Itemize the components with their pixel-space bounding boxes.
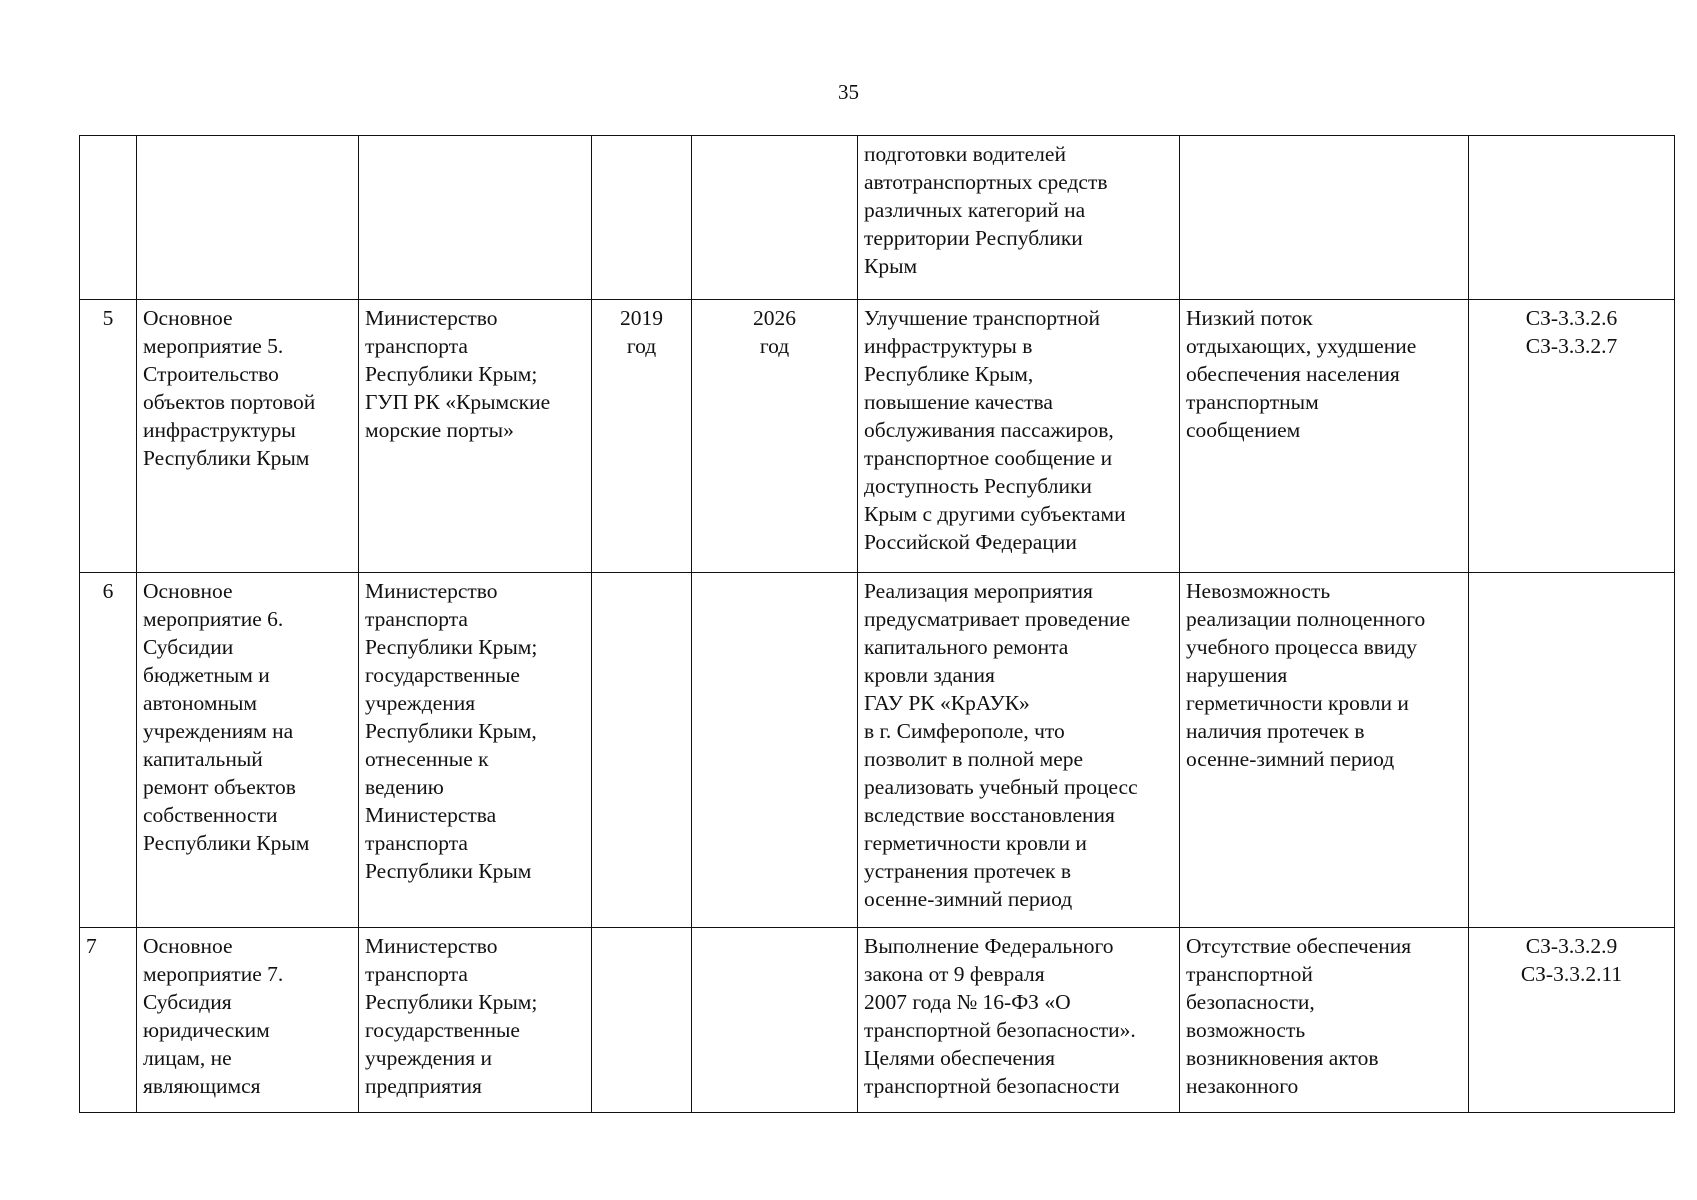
table-row xyxy=(80,300,1675,573)
row-number-cell: 6 xyxy=(80,573,137,928)
expected-result-cell: Реализация мероприятия предусматривает проведение капитального ремонта кровли здания ГАУ РК «КрАУК» в г. Симферополе, что позволит в полной мере реализовать учебный процесс вследствие восстановления герметичности кровли и устранения протечек в осенне-зимний период xyxy=(858,573,1180,928)
table-row xyxy=(80,136,1675,300)
page-number: 35 xyxy=(838,80,859,104)
indicator-code-cell: СЗ-3.3.2.9 СЗ-3.3.2.11 xyxy=(1469,928,1675,1113)
table-row xyxy=(80,928,1675,1113)
executor-cell xyxy=(359,136,592,300)
start-year-cell xyxy=(592,573,692,928)
consequences-cell: Невозможность реализации полноценного учебного процесса ввиду нарушения герметичности кровли и наличия протечек в осенне-зимний период xyxy=(1180,573,1469,928)
expected-result-cell: подготовки водителей автотранспортных средств различных категорий на территории Республики Крым xyxy=(858,136,1180,300)
event-cell: Основное мероприятие 7. Субсидия юридическим лицам, не являющимся xyxy=(137,928,359,1113)
consequences-cell: Отсутствие обеспечения транспортной безопасности, возможность возникновения актов незаконного xyxy=(1180,928,1469,1113)
row-number-cell: 5 xyxy=(80,300,137,573)
event-cell xyxy=(137,136,359,300)
row-number-cell xyxy=(80,136,137,300)
expected-result-cell: Улучшение транспортной инфраструктуры в Республике Крым, повышение качества обслуживания пассажиров, транспортное сообщение и доступность Республики Крым с другими субъектами Российской Федерации xyxy=(858,300,1180,573)
executor-cell: Министерство транспорта Республики Крым; государственные учреждения Республики Крым, отнесенные к ведению Министерства транспорта Республики Крым xyxy=(359,573,592,928)
start-year-cell xyxy=(592,136,692,300)
indicator-code-cell: СЗ-3.3.2.6 СЗ-3.3.2.7 xyxy=(1469,300,1675,573)
row-number-cell: 7 xyxy=(80,928,137,1113)
event-cell: Основное мероприятие 6. Субсидии бюджетным и автономным учреждениям на капитальный ремонт объектов собственности Республики Крым xyxy=(137,573,359,928)
event-cell: Основное мероприятие 5. Строительство объектов портовой инфраструктуры Республики Крым xyxy=(137,300,359,573)
start-year-cell: 2019 год xyxy=(592,300,692,573)
end-year-cell xyxy=(692,136,858,300)
start-year-cell xyxy=(592,928,692,1113)
expected-result-cell: Выполнение Федерального закона от 9 февраля 2007 года № 16-ФЗ «О транспортной безопасности». Целями обеспечения транспортной безопасности xyxy=(858,928,1180,1113)
executor-cell: Министерство транспорта Республики Крым; государственные учреждения и предприятия xyxy=(359,928,592,1113)
indicator-code-cell xyxy=(1469,136,1675,300)
consequences-cell xyxy=(1180,136,1469,300)
indicator-code-cell xyxy=(1469,573,1675,928)
end-year-cell: 2026 год xyxy=(692,300,858,573)
consequences-cell: Низкий поток отдыхающих, ухудшение обеспечения населения транспортным сообщением xyxy=(1180,300,1469,573)
executor-cell: Министерство транспорта Республики Крым; ГУП РК «Крымские морские порты» xyxy=(359,300,592,573)
measures-table xyxy=(79,135,1675,1113)
end-year-cell xyxy=(692,573,858,928)
end-year-cell xyxy=(692,928,858,1113)
table-row xyxy=(80,573,1675,928)
